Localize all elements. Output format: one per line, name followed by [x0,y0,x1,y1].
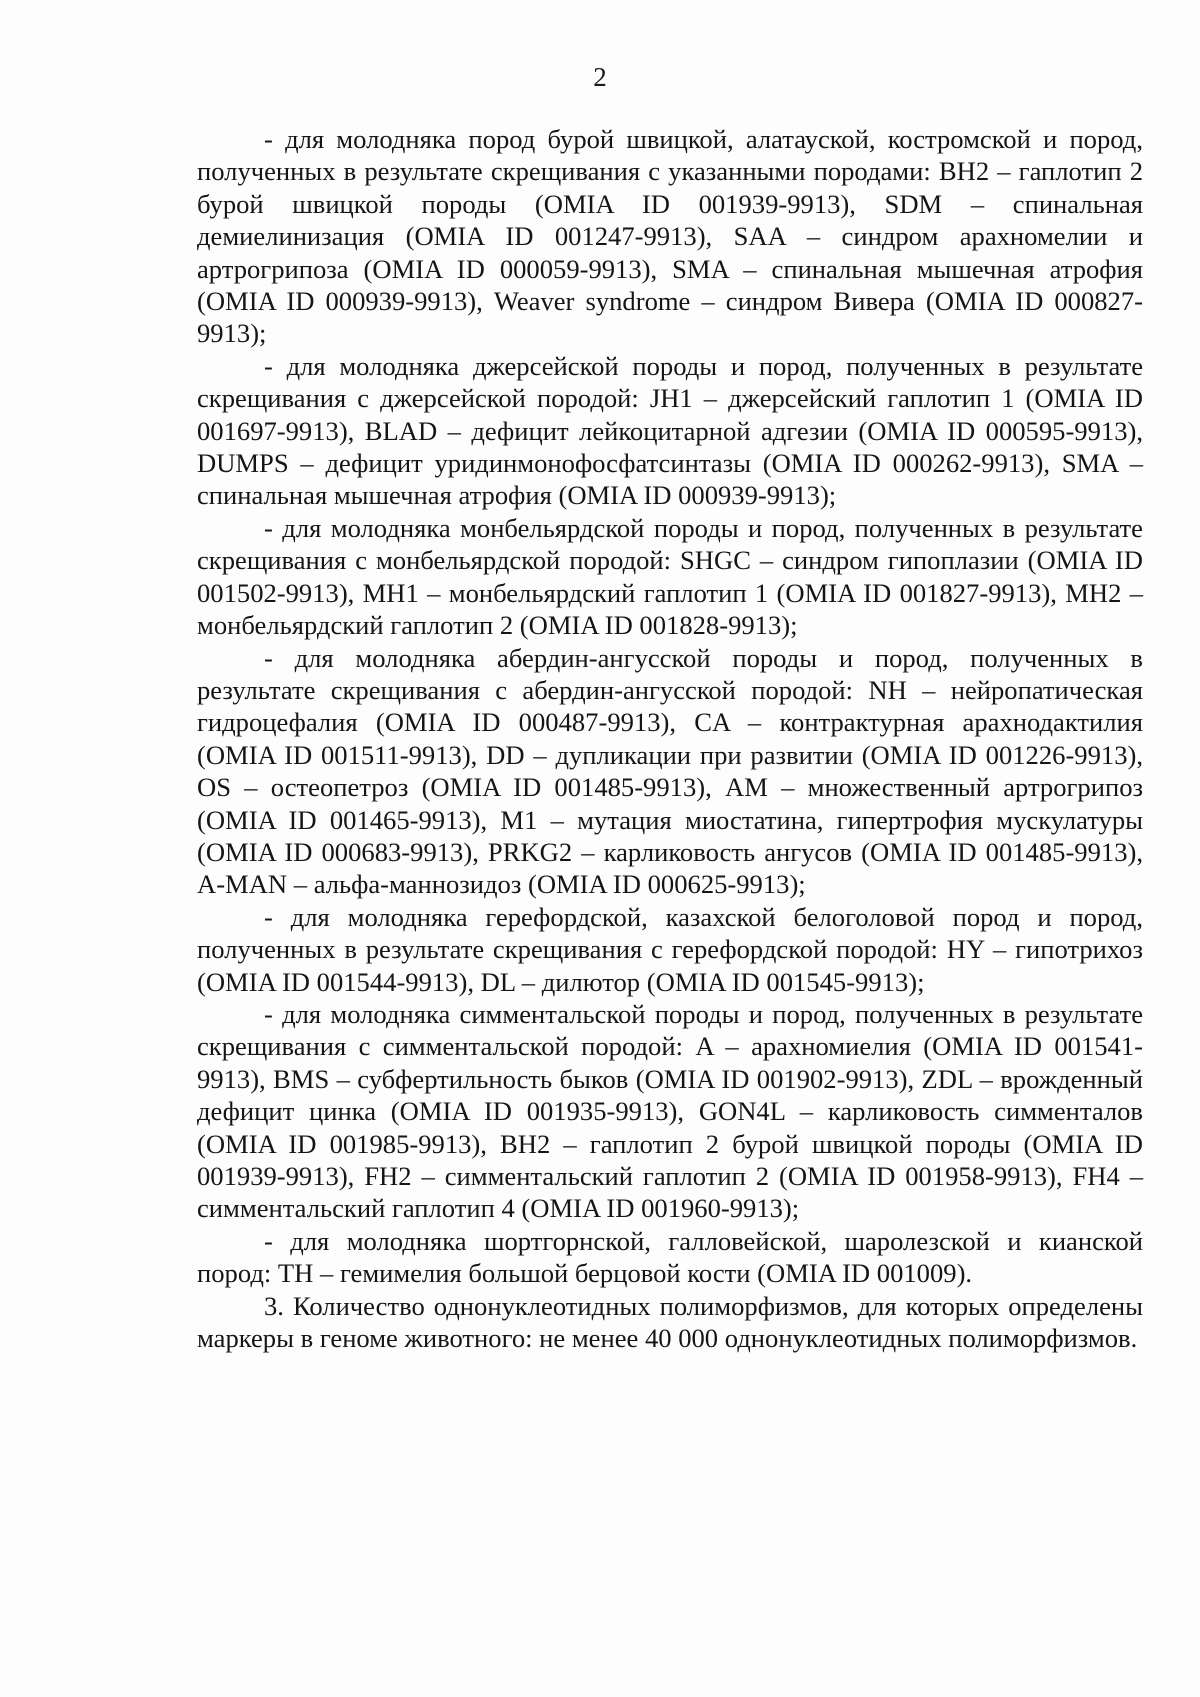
paragraph-shorthorn: - для молодняка шортгорнской, галловейской, шаролезской и кианской пород: TH – гемимелия большой берцовой кости (OMIA ID 001009). [197,1225,1143,1289]
paragraph-hereford: - для молодняка герефордской, казахской белоголовой пород и пород, полученных в результате скрещивания с герефордской породой: HY – гипотрихоз (OMIA ID 001544-9913), DL – дилютор (OMIA ID 001545-9913); [197,901,1143,997]
paragraph-aberdeen-angus: - для молодняка абердин-ангусской породы и пород, полученных в результате скрещивания с абердин-ангусской породой: NH – нейропатическая гидроцефалия (OMIA ID 000487-9913), CA – контрактурная арахнодактилия (OMIA ID 001511-9913), DD – дупликации при развитии (OMIA ID 001226-9913), OS – остеопетроз (OMIA ID 001485-9913), AM – множественный артрогрипоз (OMIA ID 001465-9913), M1 – мутация миостатина, гипертрофия мускулатуры (OMIA ID 000683-9913), PRKG2 – карликовость ангусов (OMIA ID 001485-9913), A-MAN – альфа-маннозидоз (OMIA ID 000625-9913); [197,642,1143,900]
paragraph-snp-count: 3. Количество однонуклеотидных полиморфизмов, для которых определены маркеры в геноме животного: не менее 40 000 однонуклеотидных полиморфизмов. [197,1290,1143,1354]
document-body [197,123,1143,1354]
paragraph-montbeliarde: - для молодняка монбельярдской породы и пород, полученных в результате скрещивания с монбельярдской породой: SHGC – синдром гипоплазии (OMIA ID 001502-9913), MH1 – монбельярдский гаплотип 1 (OMIA ID 001827-9913), MH2 – монбельярдский гаплотип 2 (OMIA ID 001828-9913); [197,512,1143,641]
paragraph-jersey: - для молодняка джерсейской породы и пород, полученных в результате скрещивания с джерсейской породой: JH1 – джерсейский гаплотип 1 (OMIA ID 001697-9913), BLAD – дефицит лейкоцитарной адгезии (OMIA ID 000595-9913), DUMPS – дефицит уридинмонофосфатсинтазы (OMIA ID 000262-9913), SMA – спинальная мышечная атрофия (OMIA ID 000939-9913); [197,350,1143,511]
page-number: 2 [593,62,607,92]
paragraph-simmental: - для молодняка симментальской породы и пород, полученных в результате скрещивания с симментальской породой: A – арахномиелия (OMIA ID 001541-9913), BMS – субфертильность быков (OMIA ID 001902-9913), ZDL – врожденный дефицит цинка (OMIA ID 001935-9913), GON4L – карликовость симменталов (OMIA ID 001985-9913), BH2 – гаплотип 2 бурой швицкой породы (OMIA ID 001939-9913), FH2 – симментальский гаплотип 2 (OMIA ID 001958-9913), FH4 – симментальский гаплотип 4 (OMIA ID 001960-9913); [197,998,1143,1224]
paragraph-brown-swiss: - для молодняка пород бурой швицкой, алатауской, костромской и пород, полученных в результате скрещивания с указанными породами: BH2 – гаплотип 2 бурой швицкой породы (OMIA ID 001939-9913), SDM – спинальная демиелинизация (OMIA ID 001247-9913), SAA – синдром арахномелии и артрогрипоза (OMIA ID 000059-9913), SMA – спинальная мышечная атрофия (OMIA ID 000939-9913), Weaver syndrome – синдром Вивера (OMIA ID 000827-9913); [197,124,1143,349]
